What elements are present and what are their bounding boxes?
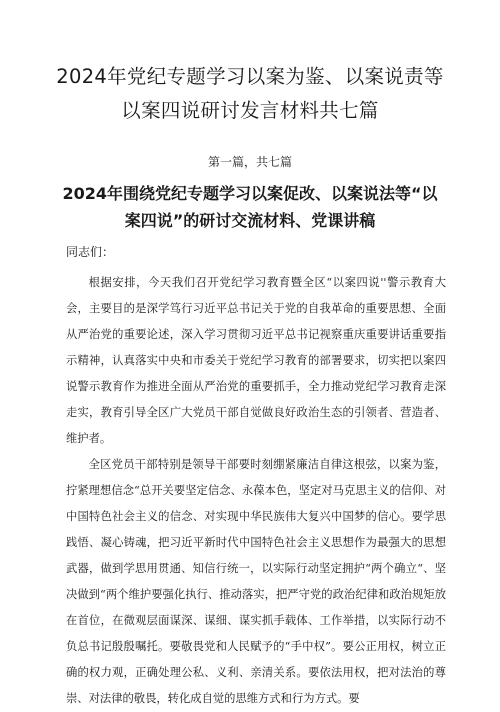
section-label: 第一篇，共七篇 bbox=[207, 155, 292, 169]
paragraph-2: 全区党员干部特别是领导干部要时刻绷紧廉洁自律这根弦，以案为鉴，拧紧理想信念“总开关要坚定信念、永葆本色，坚定对马克思主义的信仰、对中国特色社会主义的信念、对实现中华民族伟大复兴中国梦的信心。要学思践悟、凝心铸魂，把习近平新时代中国特色社会主义思想作为最强大的思想武器，做到学思用贯通、知信行统一，以实际行动坚定拥护“两个确立“、坚决做到“两个维护要强化执行、推动落实，把严守党的政治纪律和政治规矩放在首位，在微观层面谋深、谋细、谋实抓手载体、工作举措，以实际行动不负总书记殷殷嘱托。要敬畏党和人民赋予的“手中权”。要公正用权，树立正确的权力观，正确处理公私、义利、亲清关系。要依法用权，把对法治的尊崇、对法律的敬畏，转化成自觉的思维方式和行为方式。要 bbox=[66, 458, 446, 705]
article-title: 2024年围绕党纪专题学习以案促改、以案说法等“以案四说”的研讨交流材料、党课讲稿 bbox=[62, 184, 438, 230]
greeting: 同志们： bbox=[66, 245, 115, 259]
paragraph-1: 根据安排，今天我们召开党纪学习教育暨全区“以案四说''警示教育大会，主要目的是深学笃行习近平总书记关于党的自我革命的重要思想、全面从严治党的重要论述，深入学习贯彻习近平总书记视察重庆重要讲话重要指示精神，认真落实中央和市委关于党纪学习教育的部署要求，切实把以案四说警示教育作为推进全面从严治党的重要抓手，全力推动党纪学习教育走深走实，教育引导全区广大党员干部自觉做良好政治生态的引领者、营造者、维护者。 bbox=[66, 276, 446, 445]
document-title: 2024年党纪专题学习以案为鉴、以案说责等以案四说研讨发言材料共七篇 bbox=[56, 65, 444, 122]
